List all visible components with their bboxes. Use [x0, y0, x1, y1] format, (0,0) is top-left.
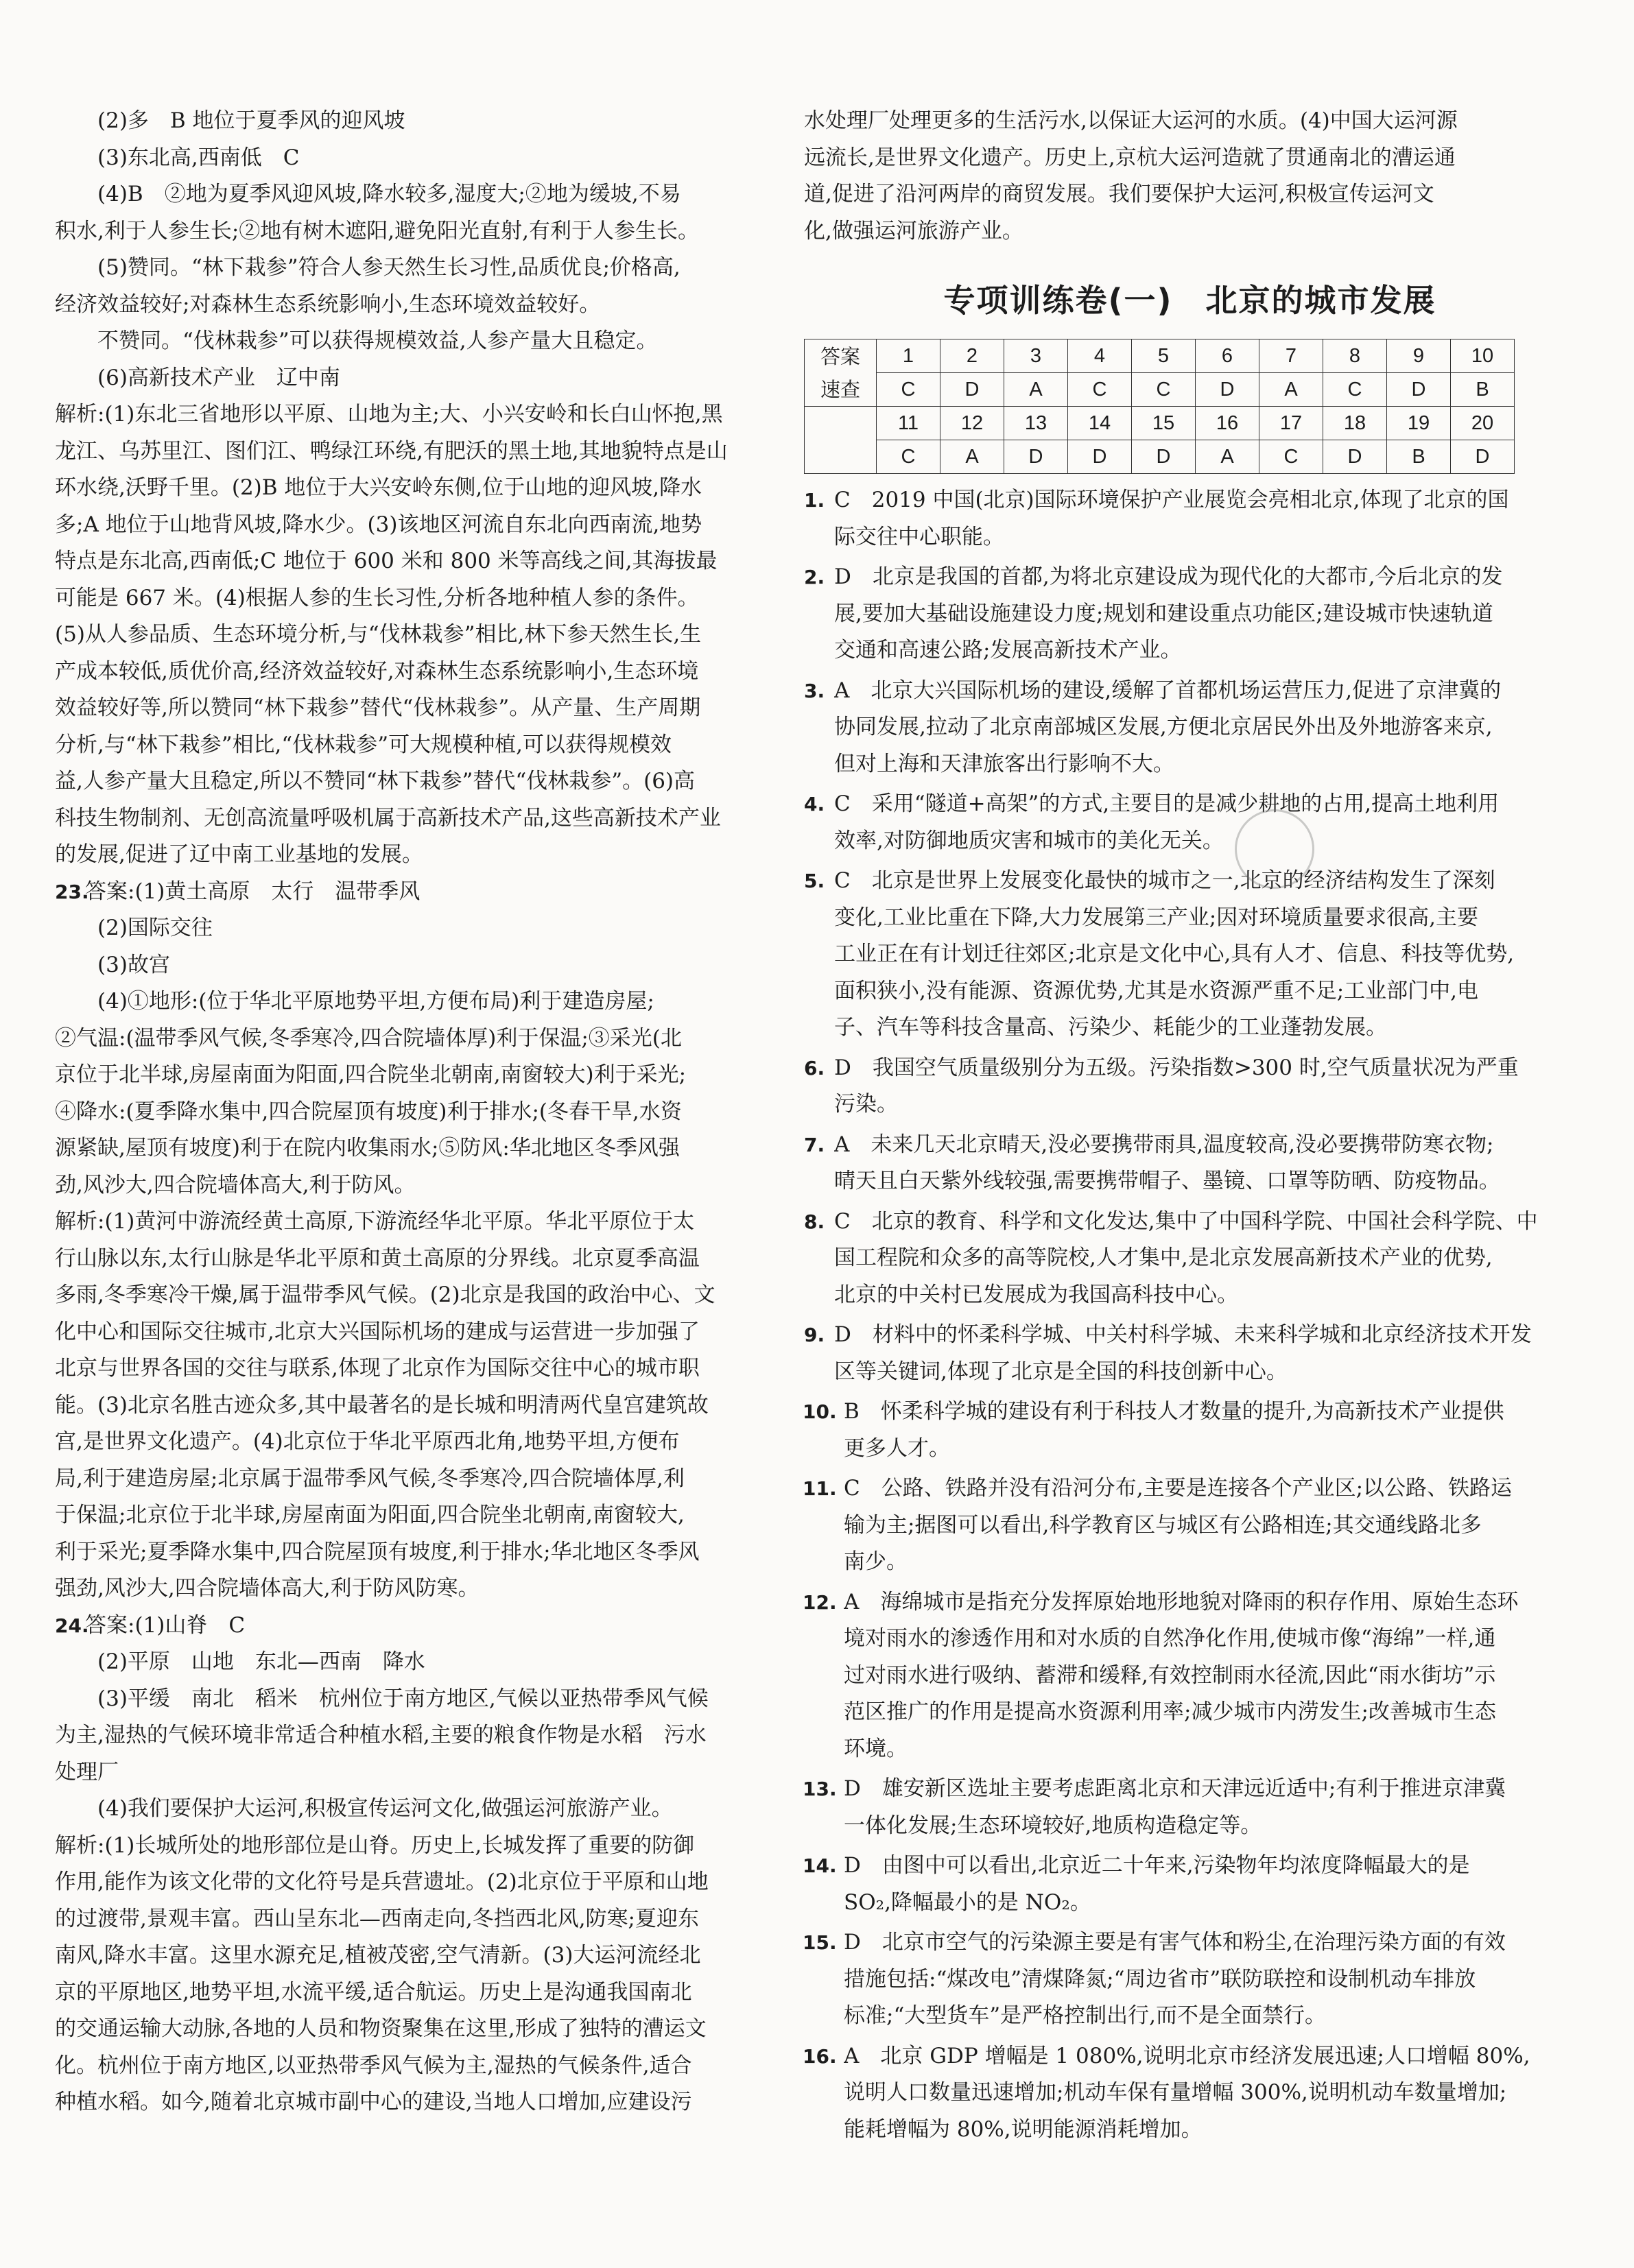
- text-line: 输为主;据图可以看出,科学教育区与城区有公路相连;其交通线路北多: [844, 1512, 1482, 1538]
- q24-continuation: [804, 103, 1576, 250]
- question-number: 13.: [803, 1778, 837, 1800]
- watermark-stamp: [1235, 809, 1314, 889]
- text-line: 劲,风沙大,四合院墙体高大,利于防风。: [55, 1172, 416, 1197]
- answer-key-answer: C: [1259, 440, 1323, 474]
- text-line: 局,利于建造房屋;北京属于温带季风气候,冬季寒冷,四合院墙体厚,利: [55, 1466, 685, 1491]
- text-line: 能。(3)北京名胜古迹众多,其中最著名的是长城和明清两代皇宫建筑故: [55, 1392, 709, 1418]
- text-line: 特点是东北高,西南低;C 地位于 600 米和 800 米等高线之间,其海拔最: [55, 549, 718, 573]
- text-line: 能耗增幅为 80%,说明能源消耗增加。: [844, 2116, 1203, 2142]
- text-line: 益,人参产量大且稳定,所以不赞同“林下栽参”替代“伐林栽参”。(6)高: [55, 769, 696, 793]
- question-number: 1.: [804, 489, 825, 512]
- text-line: C 北京的教育、科学和文化发达,集中了中国科学院、中国社会科学院、中: [834, 1208, 1538, 1234]
- text-line: 工业正在有计划迁往郊区;北京是文化中心,具有人才、信息、科技等优势,: [834, 942, 1515, 966]
- answer-key-answer: B: [1451, 373, 1515, 407]
- text-line: 解析:(1)黄河中游流经黄土高原,下游流经华北平原。华北平原位于太: [55, 1209, 695, 1234]
- answer-key-answer: A: [1004, 373, 1068, 407]
- answer-key-number: 14: [1068, 407, 1132, 440]
- text-line: C 公路、铁路并没有沿河分布,主要是连接各个产业区;以公路、铁路运: [844, 1476, 1513, 1501]
- question-item: [804, 482, 1576, 556]
- text-line: 多雨,冬季寒冷干燥,属于温带季风气候。(2)北京是我国的政治中心、文: [55, 1282, 715, 1307]
- text-line: (4)B ②地为夏季风迎风坡,降水较多,湿度大;②地为缓坡,不易: [97, 182, 681, 206]
- question-item: [804, 863, 1576, 1047]
- question-number: 24.: [55, 1614, 89, 1637]
- question-number: 16.: [803, 2044, 837, 2068]
- text-line: D 北京是我国的首都,为将北京建设成为现代化的大都市,今后北京的发: [834, 564, 1503, 589]
- text-line: D 雄安新区选址主要考虑距离北京和天津远近适中;有利于推进京津冀: [844, 1776, 1506, 1801]
- question-item: [804, 1204, 1576, 1314]
- text-line: A 海绵城市是指充分发挥原始地形地貌对降雨的积存作用、原始生态环: [844, 1589, 1519, 1614]
- text-line: 北京与世界各国的交往与联系,体现了北京作为国际交往中心的城市职: [55, 1356, 700, 1381]
- question-item: [804, 1848, 1576, 1921]
- q23-body: [55, 910, 765, 1608]
- text-line: 标准;“大型货车”是严格控制出行,而不是全面禁行。: [844, 2003, 1326, 2028]
- question-24: [55, 1608, 765, 1645]
- answer-key-number: 15: [1132, 407, 1196, 440]
- text-line: 的交通运输大动脉,各地的人员和物资聚集在这里,形成了独特的漕运文: [55, 2016, 707, 2041]
- text-line: 境对雨水的渗透作用和对水质的自然净化作用,使城市像“海绵”一样,通: [844, 1626, 1496, 1651]
- text-line: 一体化发展;生态环境较好,地质构造稳定等。: [844, 1813, 1262, 1838]
- question-item: [804, 1394, 1576, 1467]
- question-number: 7.: [804, 1133, 825, 1156]
- answer-key-answer: C: [877, 373, 940, 407]
- text-line: A 北京大兴国际机场的建设,缓解了首都机场运营压力,促进了京津冀的: [834, 678, 1502, 703]
- text-line: 可能是 667 米。(4)根据人参的生长习性,分析各地种植人参的条件。: [55, 585, 699, 610]
- answer-key-number: 13: [1004, 407, 1068, 440]
- answer-key-answer: D: [1451, 440, 1515, 474]
- answer-key-label-line1: 答案: [820, 344, 860, 368]
- text-line: 道,促进了沿河两岸的商贸发展。我们要保护大运河,积极宣传运河文: [804, 182, 1434, 206]
- text-line: 多;A 地位于山地背风坡,降水少。(3)该地区河流自东北向西南流,地势: [55, 512, 702, 537]
- question-item: [804, 1050, 1576, 1123]
- text-line: 变化,工业比重在下降,大力发展第三产业;因对环境质量要求很高,主要: [834, 905, 1479, 930]
- text-line: 答案:(1)黄土高原 太行 温带季风: [85, 879, 421, 904]
- text-line: 京的平原地区,地势平坦,水流平缓,适合航运。历史上是沟通我国南北: [55, 1979, 692, 2005]
- question-number: 23.: [55, 880, 89, 903]
- answer-key-answer: D: [1132, 440, 1196, 474]
- text-line: 效率,对防御地质灾害和城市的美化无关。: [834, 828, 1224, 853]
- question-number: 2.: [804, 566, 825, 588]
- question-number: 4.: [804, 793, 825, 815]
- question-item: [804, 1771, 1576, 1844]
- text-line: 积水,利于人参生长;②地有树木遮阳,避免阳光直射,有利于人参生长。: [55, 218, 700, 243]
- answer-key-number: 11: [877, 407, 940, 440]
- answer-key-answer: A: [1196, 440, 1259, 474]
- question-number: 3.: [804, 679, 825, 702]
- text-line: (2)平原 山地 东北—西南 降水: [97, 1649, 425, 1674]
- text-line: A 未来几天北京晴天,没必要携带雨具,温度较高,没必要携带防寒衣物;: [834, 1132, 1494, 1157]
- answer-key-answer: A: [1259, 373, 1323, 407]
- text-line: 的过渡带,景观丰富。西山呈东北—西南走向,冬挡西北风,防寒;夏迎东: [55, 1906, 700, 1931]
- answer-key-number: 5: [1132, 339, 1196, 373]
- answer-key-number: 3: [1004, 339, 1068, 373]
- text-line: A 北京 GDP 增幅是 1 080%,说明北京市经济发展迅速;人口增幅 80%,: [844, 2043, 1530, 2068]
- question-item: [804, 786, 1576, 859]
- answer-key-answer: D: [1004, 440, 1068, 474]
- text-line: SO₂,降幅最小的是 NO₂。: [844, 1889, 1091, 1915]
- question-23: [55, 874, 765, 911]
- section-title: 专项训练卷(一) 北京的城市发展: [943, 282, 1436, 319]
- text-line: 区等关键词,体现了北京是全国的科技创新中心。: [834, 1359, 1288, 1384]
- text-line: 种植水稻。如今,随着北京城市副中心的建设,当地人口增加,应建设污: [55, 2090, 692, 2114]
- answer-key-answer: D: [1387, 373, 1451, 407]
- text-line: 的发展,促进了辽中南工业基地的发展。: [55, 842, 423, 867]
- text-line: 环境。: [844, 1736, 908, 1761]
- text-line: (3)故宫: [97, 952, 170, 977]
- text-line: 际交往中心职能。: [834, 524, 1004, 549]
- question-number: 12.: [803, 1590, 837, 1614]
- text-line: 协同发展,拉动了北京南部城区发展,方便北京居民外出及外地游客来京,: [834, 715, 1493, 739]
- question-number: 14.: [803, 1854, 837, 1877]
- text-line: D 材料中的怀柔科学城、中关村科学城、未来科学城和北京经济技术开发: [834, 1322, 1532, 1347]
- text-line: 远流长,是世界文化遗产。历史上,京杭大运河造就了贯通南北的漕运通: [804, 145, 1456, 170]
- q24-body: [55, 1644, 765, 2121]
- text-line: ②气温:(温带季风气候,冬季寒冷,四合院墙体厚)利于保温;③采光(北: [55, 1025, 682, 1051]
- text-line: 解析:(1)长城所处的地形部位是山脊。历史上,长城发挥了重要的防御: [55, 1833, 695, 1858]
- answer-key-number: 1: [877, 339, 940, 373]
- question-item: [804, 1584, 1576, 1768]
- answer-key-number: 6: [1196, 339, 1259, 373]
- text-line: 水处理厂处理更多的生活污水,以保证大运河的水质。(4)中国大运河源: [804, 108, 1458, 133]
- question-item: [804, 2038, 1576, 2149]
- text-line: 于保温;北京位于北半球,房屋南面为阳面,四合院坐北朝南,南窗较大,: [55, 1503, 685, 1527]
- answer-key-answer: D: [1196, 373, 1259, 407]
- question-item: [804, 1317, 1576, 1390]
- answer-key-number: 7: [1259, 339, 1323, 373]
- answer-key-label-spacer: [805, 407, 877, 474]
- answer-key-label-line2: 速查: [820, 377, 860, 401]
- text-line: 南风,降水丰富。这里水源充足,植被茂密,空气清新。(3)大运河流经北: [55, 1943, 701, 1968]
- text-line: 解析:(1)东北三省地形以平原、山地为主;大、小兴安岭和长白山怀抱,黑: [55, 402, 723, 427]
- text-line: 过对雨水进行吸纳、蓄滞和缓释,有效控制雨水径流,因此“雨水街坊”示: [844, 1662, 1496, 1688]
- answer-key-answer: C: [1068, 373, 1132, 407]
- text-line: 措施包括:“煤改电”清煤降氮;“周边省市”联防联控和设制机动车排放: [844, 1966, 1476, 1992]
- text-line: 晴天且白天紫外线较强,需要携带帽子、墨镜、口罩等防晒、防疫物品。: [834, 1169, 1500, 1193]
- text-line: 产成本较低,质优价高,经济效益较好,对森林生态系统影响小,生态环境: [55, 658, 699, 684]
- answer-key-answer: A: [940, 440, 1004, 474]
- text-line: 污染。: [834, 1092, 898, 1117]
- question-item: [804, 673, 1576, 783]
- text-line: 更多人才。: [844, 1435, 950, 1461]
- text-line: D 由图中可以看出,北京近二十年来,污染物年均浓度降幅最大的是: [844, 1853, 1470, 1878]
- text-line: 行山脉以东,太行山脉是华北平原和黄土高原的分界线。北京夏季高温: [55, 1245, 700, 1271]
- text-line: D 我国空气质量级别分为五级。污染指数>300 时,空气质量状况为严重: [834, 1055, 1519, 1080]
- text-line: 化中心和国际交往城市,北京大兴国际机场的建成与运营进一步加强了: [55, 1319, 700, 1344]
- question-item: [804, 1127, 1576, 1200]
- answer-key-answer: D: [1323, 440, 1387, 474]
- text-line: 国工程院和众多的高等院校,人才集中,是北京发展高新技术产业的优势,: [834, 1245, 1493, 1270]
- text-line: 宫,是世界文化遗产。(4)北京位于华北平原西北角,地势平坦,方便布: [55, 1429, 680, 1454]
- question-number: 5.: [804, 870, 825, 892]
- text-line: C 北京是世界上发展变化最快的城市之一,北京的经济结构发生了深刻: [834, 868, 1495, 893]
- text-line: 交通和高速公路;发展高新技术产业。: [834, 638, 1182, 663]
- text-line: (5)从人参品质、生态环境分析,与“伐林栽参”相比,林下参天然生长,生: [55, 622, 702, 647]
- answer-key-number: 12: [940, 407, 1004, 440]
- text-line: 子、汽车等科技含量高、污染少、耗能少的工业蓬勃发展。: [834, 1015, 1387, 1040]
- text-line: 科技生物制剂、无创高流量呼吸机属于高新技术产品,这些高新技术产业: [55, 805, 721, 831]
- text-line: 经济效益较好;对森林生态系统影响小,生态环境效益较好。: [55, 291, 601, 317]
- text-line: 分析,与“林下栽参”相比,“伐林栽参”可大规模种植,可以获得规模效: [55, 732, 672, 757]
- answer-key-answer: C: [1132, 373, 1196, 407]
- text-line: C 采用“隧道+高架”的方式,主要目的是减少耕地的占用,提高土地利用: [834, 791, 1500, 816]
- answer-key-number: 19: [1387, 407, 1451, 440]
- answer-key-answer: D: [940, 373, 1004, 407]
- question-item: [804, 1470, 1576, 1581]
- text-line: 但对上海和天津旅客出行影响不大。: [834, 751, 1174, 776]
- question-number: 15.: [803, 1931, 837, 1954]
- answer-key-number: 20: [1451, 407, 1515, 440]
- text-line: (4)我们要保护大运河,积极宣传运河文化,做强运河旅游产业。: [97, 1796, 673, 1821]
- text-line: 龙江、乌苏里江、图们江、鸭绿江环绕,有肥沃的黑土地,其地貌特点是山: [55, 438, 728, 464]
- text-line: 处理厂: [55, 1759, 119, 1784]
- answer-key-number: 8: [1323, 339, 1387, 373]
- right-column: [804, 103, 1576, 2151]
- text-line: (2)多 B 地位于夏季风的迎风坡: [97, 108, 405, 133]
- answer-key-number: 10: [1451, 339, 1515, 373]
- text-line: ④降水:(夏季降水集中,四合院屋顶有坡度)利于排水;(冬春干旱,水资: [55, 1099, 682, 1124]
- text-line: (5)赞同。“林下栽参”符合人参天然生长习性,品质优良;价格高,: [97, 255, 680, 280]
- text-line: 为主,湿热的气候环境非常适合种植水稻,主要的粮食作物是水稻 污水: [55, 1723, 707, 1747]
- answer-key-number: 16: [1196, 407, 1259, 440]
- text-line: 强劲,风沙大,四合院墙体高大,利于防风防寒。: [55, 1576, 479, 1601]
- text-line: 效益较好等,所以赞同“林下栽参”替代“伐林栽参”。从产量、生产周期: [55, 695, 701, 720]
- text-line: 北京的中关村已发展成为我国高科技中心。: [834, 1282, 1238, 1307]
- question-number: 8.: [804, 1210, 825, 1233]
- answer-key-label: [805, 339, 877, 407]
- q22-tail: [55, 103, 765, 874]
- answer-key-number: 9: [1387, 339, 1451, 373]
- answer-key-answer: C: [1323, 373, 1387, 407]
- question-item: [804, 559, 1576, 669]
- answer-key-number: 17: [1259, 407, 1323, 440]
- text-line: 南少。: [844, 1549, 908, 1574]
- text-line: 环水绕,沃野千里。(2)B 地位于大兴安岭东侧,位于山地的迎风坡,降水: [55, 475, 702, 500]
- text-line: (3)平缓 南北 稻米 杭州位于南方地区,气候以亚热带季风气候: [97, 1686, 709, 1711]
- text-line: 答案:(1)山脊 C: [85, 1612, 246, 1638]
- text-line: 源紧缺,屋顶有坡度)利于在院内收集雨水;⑤防风:华北地区冬季风强: [55, 1136, 680, 1160]
- text-line: 京位于北半球,房屋南面为阳面,四合院坐北朝南,南窗较大)利于采光;: [55, 1062, 687, 1087]
- answer-key-answer: B: [1387, 440, 1451, 474]
- text-line: 范区推广的作用是提高水资源利用率;减少城市内涝发生;改善城市生态: [844, 1699, 1496, 1724]
- answer-key-number: 18: [1323, 407, 1387, 440]
- text-line: (6)高新技术产业 辽中南: [97, 365, 340, 390]
- answer-key-table: [804, 339, 1515, 474]
- text-line: D 北京市空气的污染源主要是有害气体和粉尘,在治理污染方面的有效: [844, 1930, 1506, 1955]
- text-line: B 怀柔科学城的建设有利于科技人才数量的提升,为高新技术产业提供: [844, 1399, 1504, 1424]
- answer-key-answer: C: [877, 440, 940, 474]
- answer-key-number: 2: [940, 339, 1004, 373]
- text-line: (3)东北高,西南低 C: [97, 145, 300, 170]
- text-line: 不赞同。“伐林栽参”可以获得规模效益,人参产量大且稳定。: [97, 329, 658, 353]
- question-item: [804, 1924, 1576, 2035]
- text-line: C 2019 中国(北京)国际环境保护产业展览会亮相北京,体现了北京的国: [834, 488, 1509, 512]
- text-line: 化。杭州位于南方地区,以亚热带季风气候为主,湿热的气候条件,适合: [55, 2053, 692, 2078]
- question-number: 11.: [803, 1477, 837, 1500]
- answer-key-number: 4: [1068, 339, 1132, 373]
- text-line: 化,做强运河旅游产业。: [804, 218, 1023, 243]
- answer-key-answer: D: [1068, 440, 1132, 474]
- question-number: 9.: [804, 1324, 825, 1346]
- text-line: 展,要加大基础设施建设力度;规划和建设重点功能区;建设城市快速轨道: [834, 601, 1493, 626]
- question-list: [804, 482, 1576, 2151]
- text-line: 说明人口数量迅速增加;机动车保有量增幅 300%,说明机动车数量增加;: [844, 2080, 1507, 2105]
- question-number: 10.: [803, 1400, 837, 1423]
- question-number: 6.: [804, 1056, 825, 1079]
- text-line: (4)①地形:(位于华北平原地势平坦,方便布局)利于建造房屋;: [97, 989, 654, 1014]
- text-line: 作用,能作为该文化带的文化符号是兵营遗址。(2)北京位于平原和山地: [55, 1870, 709, 1894]
- left-column: [55, 103, 765, 2121]
- text-line: 面积狭小,没有能源、资源优势,尤其是水资源严重不足;工业部门中,电: [834, 978, 1479, 1003]
- text-line: 利于采光;夏季降水集中,四合院屋顶有坡度,利于排水;华北地区冬季风: [55, 1539, 700, 1564]
- text-line: (2)国际交往: [97, 916, 213, 940]
